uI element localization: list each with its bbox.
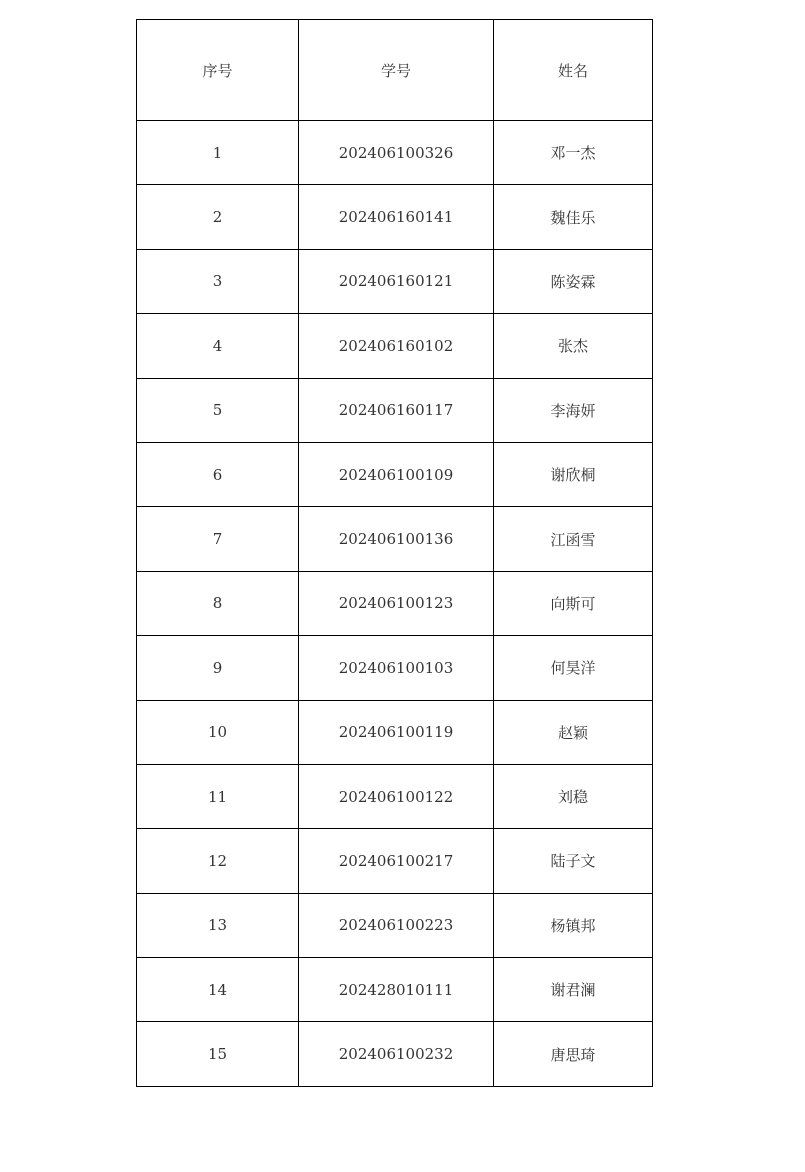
cell-name: 魏佳乐 <box>494 185 653 249</box>
cell-index: 8 <box>137 571 299 635</box>
cell-name: 唐思琦 <box>494 1022 653 1086</box>
cell-index: 10 <box>137 700 299 764</box>
cell-student-id: 202406100103 <box>299 636 494 700</box>
table-row <box>137 893 653 957</box>
table-header <box>137 20 653 121</box>
cell-student-id: 202406100223 <box>299 893 494 957</box>
table-row <box>137 378 653 442</box>
header-student-id: 学号 <box>299 20 494 121</box>
cell-student-id: 202406100119 <box>299 700 494 764</box>
header-index: 序号 <box>137 20 299 121</box>
table-row <box>137 121 653 185</box>
cell-name: 谢君澜 <box>494 958 653 1022</box>
cell-name: 杨镇邦 <box>494 893 653 957</box>
table-row <box>137 249 653 313</box>
cell-name: 李海妍 <box>494 378 653 442</box>
cell-student-id: 202406100136 <box>299 507 494 571</box>
cell-index: 2 <box>137 185 299 249</box>
table-body <box>137 121 653 1087</box>
table-row <box>137 571 653 635</box>
cell-index: 5 <box>137 378 299 442</box>
cell-name: 赵颖 <box>494 700 653 764</box>
table-row <box>137 442 653 506</box>
cell-student-id: 202428010111 <box>299 958 494 1022</box>
table-row <box>137 507 653 571</box>
header-row <box>137 20 653 121</box>
cell-student-id: 202406160121 <box>299 249 494 313</box>
cell-student-id: 202406160102 <box>299 314 494 378</box>
cell-name: 邓一杰 <box>494 121 653 185</box>
cell-index: 1 <box>137 121 299 185</box>
table-row <box>137 1022 653 1086</box>
cell-index: 3 <box>137 249 299 313</box>
cell-student-id: 202406100122 <box>299 764 494 828</box>
table-row <box>137 636 653 700</box>
cell-student-id: 202406100109 <box>299 442 494 506</box>
table-row <box>137 829 653 893</box>
cell-name: 向斯可 <box>494 571 653 635</box>
cell-name: 张杰 <box>494 314 653 378</box>
cell-name: 陈姿霖 <box>494 249 653 313</box>
cell-name: 何昊洋 <box>494 636 653 700</box>
student-roster-table <box>136 19 653 1087</box>
cell-index: 11 <box>137 764 299 828</box>
header-name: 姓名 <box>494 20 653 121</box>
cell-index: 12 <box>137 829 299 893</box>
cell-index: 4 <box>137 314 299 378</box>
table-row <box>137 700 653 764</box>
table-row <box>137 958 653 1022</box>
cell-index: 15 <box>137 1022 299 1086</box>
table-row <box>137 185 653 249</box>
table-row <box>137 764 653 828</box>
cell-index: 7 <box>137 507 299 571</box>
cell-student-id: 202406100232 <box>299 1022 494 1086</box>
cell-index: 6 <box>137 442 299 506</box>
cell-name: 江函雪 <box>494 507 653 571</box>
table-row <box>137 314 653 378</box>
cell-index: 14 <box>137 958 299 1022</box>
cell-index: 13 <box>137 893 299 957</box>
cell-index: 9 <box>137 636 299 700</box>
cell-name: 陆子文 <box>494 829 653 893</box>
cell-student-id: 202406100217 <box>299 829 494 893</box>
cell-student-id: 202406160117 <box>299 378 494 442</box>
cell-student-id: 202406100123 <box>299 571 494 635</box>
cell-student-id: 202406160141 <box>299 185 494 249</box>
cell-name: 刘稳 <box>494 764 653 828</box>
cell-student-id: 202406100326 <box>299 121 494 185</box>
cell-name: 谢欣桐 <box>494 442 653 506</box>
